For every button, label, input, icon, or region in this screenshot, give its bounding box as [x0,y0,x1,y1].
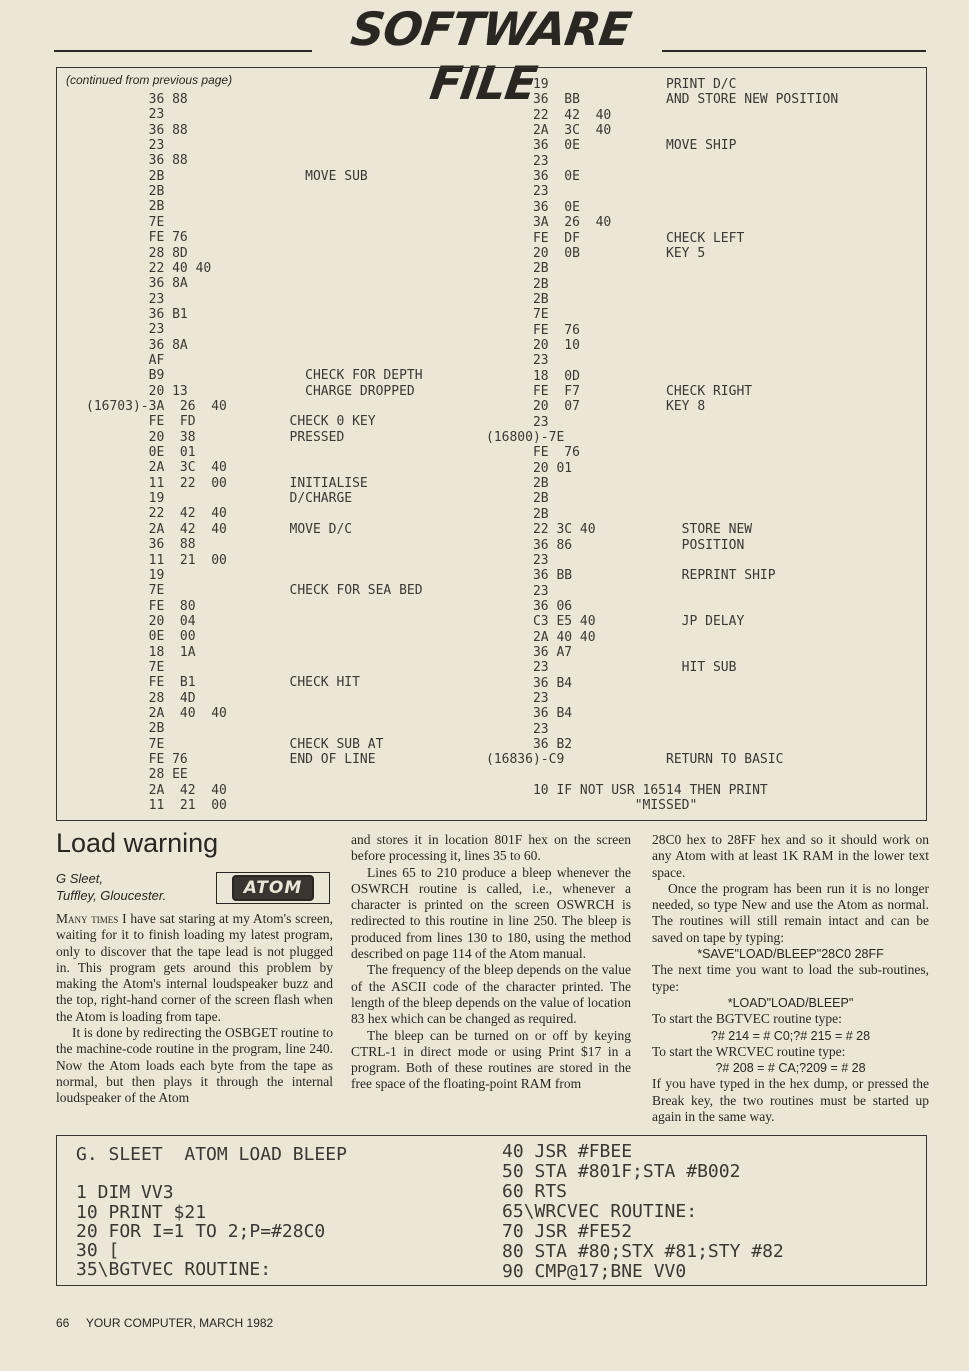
code-line: 3A 26 40 [486,215,612,231]
code-line: 60 RTS [502,1181,568,1202]
code-line: 19 D/CHARGE [86,491,353,507]
code-line: 7E CHECK FOR SEA BED [86,583,423,599]
page-footer [56,1316,273,1330]
code-line: 7E [86,659,165,675]
atom-logo [216,872,330,904]
code-line: 36 BB REPRINT SHIP [486,568,776,584]
code-line: 23 [86,322,165,338]
code-line: 20 01 [486,460,573,476]
code-line: 70 JSR #FE52 [502,1221,633,1242]
code-line: 0E 01 [86,445,196,461]
code-line: 36 06 [486,598,573,614]
code-line: 36 88 [86,537,196,553]
code-line: FE F7 CHECK RIGHT [486,384,753,399]
code-line: AF [86,352,165,368]
code-line: 2A 3C 40 [486,123,612,139]
author: G Sleet, [56,871,103,886]
code-line: FE FD CHECK 0 KEY [86,414,376,430]
code-line: FE B1 CHECK HIT [86,675,360,691]
code-line: (16836)-C9 RETURN TO BASIC [486,752,784,768]
code-line: 2A 40 40 [486,629,596,645]
paragraph: 28C0 hex to 28FF hex and so it should work on any Atom with at least 1K RAM in the lower text space. [652,832,929,880]
paragraph: and stores it in location 801F hex on the screen before processing it, lines 35 to 60. [351,832,631,864]
code-line: G. SLEET ATOM LOAD BLEEP [76,1144,347,1165]
code-line: 20 13 CHARGE DROPPED [86,383,415,399]
code-line: C3 E5 40 JP DELAY [486,614,745,630]
code-line: 35\BGTVEC ROUTINE: [76,1259,272,1281]
code-line: 22 42 40 [86,506,227,522]
code-line: 20 38 PRESSED [86,429,345,445]
magazine-issue: YOUR COMPUTER, MARCH 1982 [85,1316,274,1330]
command-line: *SAVE"LOAD/BLEEP"28C0 28FF [697,947,884,962]
code-line: 36 88 [86,92,188,107]
page-number: 66 [56,1316,70,1330]
code-line: 90 CMP@17;BNE VV0 [502,1261,687,1282]
code-line: 36 86 POSITION [486,537,745,553]
code-line: 36 8A [86,276,188,292]
code-line: 2B [486,291,549,307]
byline [56,870,166,904]
code-line: 23 [486,691,549,706]
code-line: 23 [486,153,549,169]
code-line: 2B [86,721,165,737]
code-line: 80 STA #80;STX #81;STY #82 [502,1241,784,1262]
code-line: 20 FOR I=1 TO 2;P=#28C0 [76,1220,326,1242]
code-line: 36 B4 [486,675,573,691]
code-line: 20 04 [86,613,196,629]
code-line: 7E [86,214,165,230]
code-line: 1 DIM VV3 [76,1182,174,1204]
code-line: 20 07 KEY 8 [486,399,706,415]
code-line: 2B [486,261,549,277]
code-line: 23 [86,291,165,307]
code-line: 11 22 00 INITIALISE [86,475,368,491]
code-line: 36 8A [86,337,188,353]
code-line: 23 [486,721,549,737]
code-line: (16703)-3A 26 40 [86,399,227,414]
code-line: 36 88 [86,153,188,169]
code-line: 23 [486,552,549,568]
article-title: Load warning [56,828,219,858]
code-line: 30 [ [76,1240,120,1261]
article-column-3 [652,832,929,1125]
code-line: 36 B2 [486,737,573,753]
author-location: Tuffley, Gloucester. [56,888,167,903]
code-line: 19 [86,567,165,583]
code-line: 2B [486,506,549,522]
code-line: 2A 42 40 MOVE D/C [86,521,353,537]
code-line: 36 0E MOVE SHIP [486,138,737,154]
paragraph: The bleep can be turned on or off by keying CTRL-1 in direct mode or using Print $17 in a program. Both of these routines are stored in the free space of the floating-point RAM from [351,1027,631,1092]
code-line: 22 40 40 [86,260,212,276]
code-line: FE 76 END OF LINE [86,752,376,768]
code-line: 20 10 [486,337,580,353]
command-line: ?# 208 = # CA;?209 = # 28 [715,1061,866,1076]
code-line: 23 [486,184,549,200]
paragraph: Once the program has been run it is no longer needed, so type New and use the Atom as normal. The routines will still remain intact and can be saved on tape by typing: [652,880,929,945]
section-title: SOFTWARE FILE [347,2,634,110]
code-line: FE DF CHECK LEFT [486,230,745,246]
code-line: FE 76 [486,322,580,338]
continued-note: (continued from previous page) [66,73,233,87]
article-column-1 [56,911,333,1107]
code-line: 36 0E [486,199,580,215]
code-line: 28 4D [86,690,196,706]
command-line: *LOAD"LOAD/BLEEP" [727,995,854,1010]
code-line: 40 JSR #FBEE [502,1141,633,1162]
code-line: 23 [486,353,549,369]
code-line: 36 A7 [486,644,573,660]
code-line: 2A 42 40 [86,782,227,798]
code-line: 7E CHECK SUB AT [86,736,384,752]
code-line: 2B [86,184,165,200]
code-line: 2B [86,199,165,215]
code-line: 20 0B KEY 5 [486,245,706,261]
code-line: 23 HIT SUB [486,660,737,676]
paragraph: If you have typed in the hex dump, or pressed the Break key, the two routines must be started up again in the same way. [652,1076,929,1125]
header-rule-left [54,50,312,52]
code-line: 22 42 40 [486,107,612,123]
code-line: 23 [86,107,165,123]
code-line: 2A 3C 40 [86,460,227,476]
code-line: 2B [486,276,549,292]
header-rule-right [662,50,926,52]
code-line: (16800)-7E [486,430,565,446]
code-line: 22 3C 40 STORE NEW [486,522,753,538]
code-line: "MISSED" [486,798,698,814]
code-line: 65\WRCVEC ROUTINE: [502,1201,698,1222]
paragraph: The next time you want to load the sub-routines, type: [652,962,929,994]
code-line: 36 0E [486,169,580,185]
code-line: 28 EE [86,767,188,783]
code-line: 10 IF NOT USR 16514 THEN PRINT [486,783,768,799]
code-line: 11 21 00 [86,798,227,814]
code-line: 7E [486,307,549,323]
code-line: 28 8D [86,245,188,261]
paragraph: Lines 65 to 210 produce a bleep whenever the OSWRCH routine is called, i.e., whenever a character is printed on the screen OSWRCH is redirected to this routine in line 250. The bleep is produced from lines 130 to 180, using the method described on page 114 of the Atom manual. [351,864,631,962]
paragraph: Many times I have sat staring at my Atom's screen, waiting for it to finish loading my latest program, only to discover that the tape lead is not plugged in. This program gets around this problem by making the Atom's internal loudspeaker buzz and the top, right-hand corner of the screen flash when the Atom is loading from tape. [56,911,333,1024]
article-column-2 [351,832,631,1093]
code-line: B9 CHECK FOR DEPTH [86,368,423,384]
code-line: 18 0D [486,368,580,384]
code-line: 11 21 00 [86,552,227,568]
atom-logo-text: ATOM [232,875,315,901]
paragraph: The frequency of the bleep depends on the value of the ASCII code of the character printed. The length of the bleep depends on the value of location 83 hex which can be changed as required. [351,962,631,1027]
code-line: 2B [486,476,549,492]
code-line: 2B MOVE SUB [86,168,368,184]
code-line: FE 76 [86,230,188,246]
code-line: 36 BB AND STORE NEW POSITION [486,92,839,108]
command-line: ?# 214 = # C0;?# 215 = # 28 [710,1028,871,1043]
code-line: 2A 40 40 [86,706,227,721]
code-line: FE 80 [86,598,196,614]
code-line: 36 B1 [86,306,188,322]
code-line: 50 STA #801F;STA #B002 [502,1161,741,1182]
code-line: 23 [486,414,549,430]
code-line: 19 PRINT D/C [486,77,737,92]
code-line: 0E 00 [86,629,196,645]
code-line: 10 PRINT $21 [76,1201,207,1223]
code-line: 36 B4 [486,706,573,722]
paragraph: To start the WRCVEC routine type: [652,1043,846,1059]
code-line: FE 76 [486,445,580,461]
paragraph: It is done by redirecting the OSBGET routine to the machine-code routine in the program, line 240. Now the Atom loads each byte from the tape as normal, but then plays it through the internal loudspeaker of the Atom [56,1025,333,1106]
code-line: 23 [86,138,165,154]
paragraph: To start the BGTVEC routine type: [652,1011,842,1027]
code-line: 18 1A [86,644,196,660]
code-line: 23 [486,583,549,599]
code-line: 2B [486,491,549,507]
code-line: 36 88 [86,122,188,138]
